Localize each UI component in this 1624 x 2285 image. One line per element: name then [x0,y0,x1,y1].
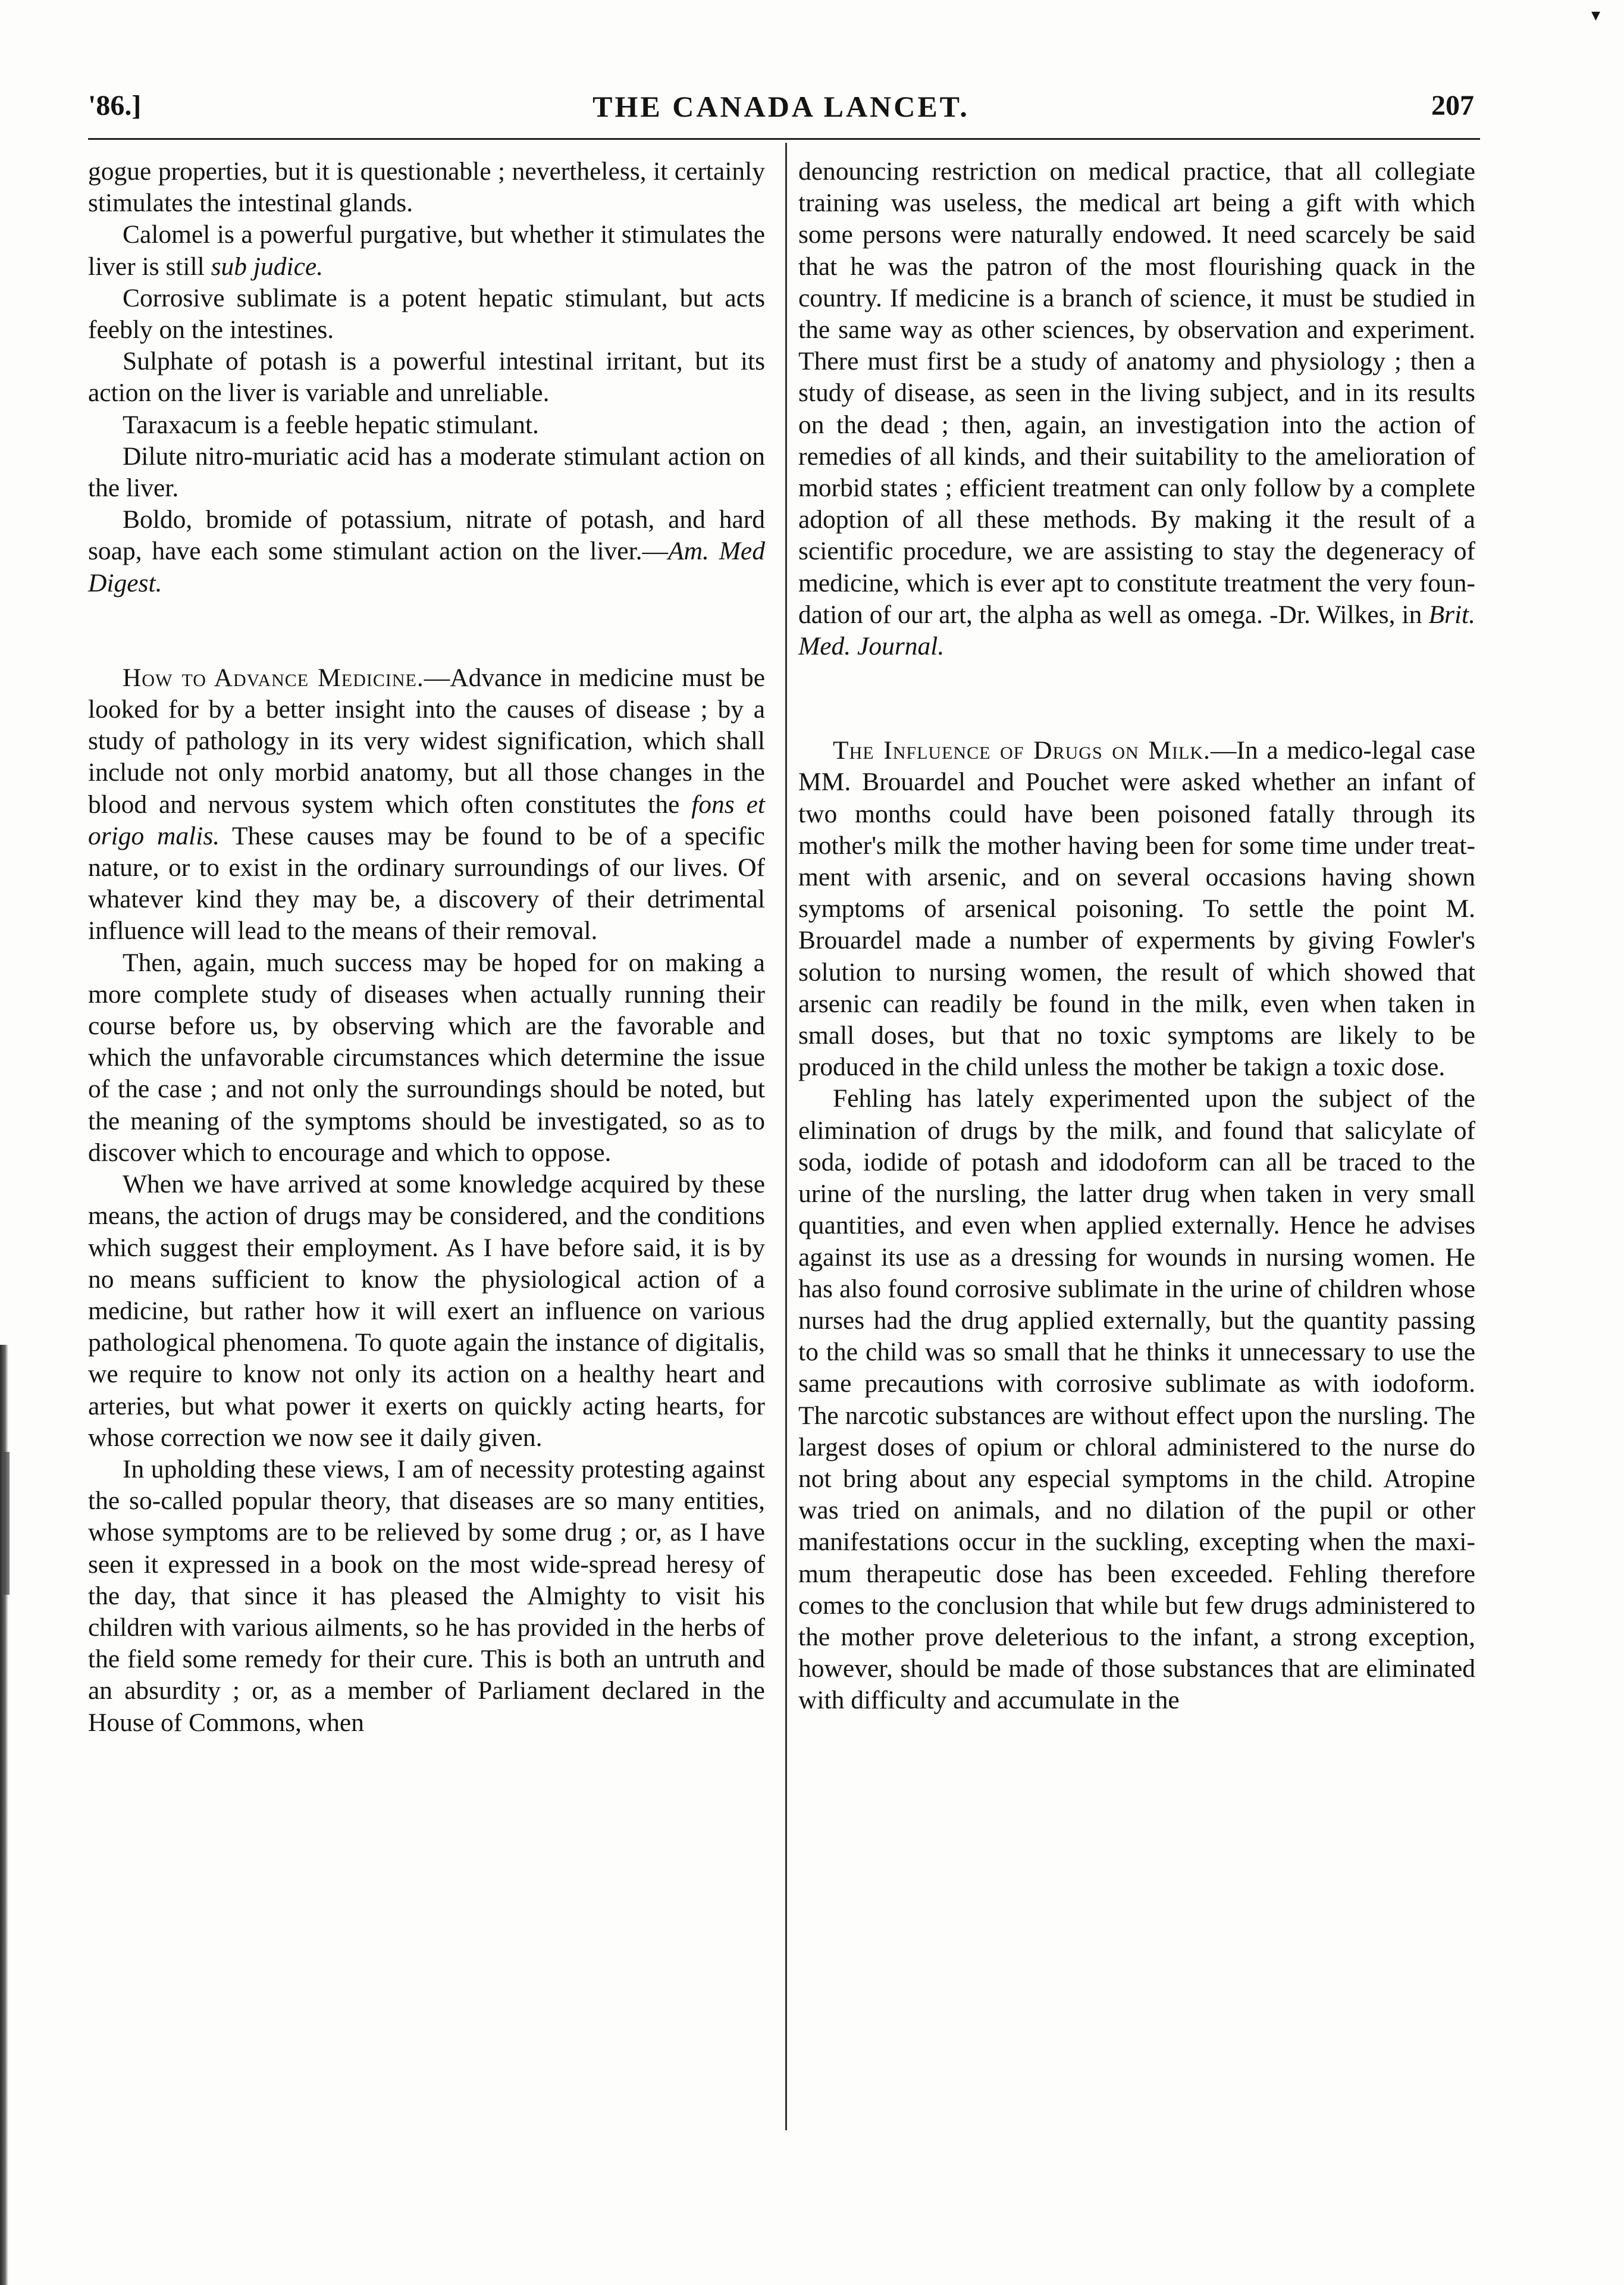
article-text: —Advance in medicine must be looked for by a better insight into the causes of disease ; by a study of pathology in its very widest signification, which shall include not only morbid anatomy, but all those changes in the blood and nervous system which often constitutes the [88,663,765,819]
boldo-text: Boldo, bromide of potassium, nitrate of potash, and hard soap, have each some stimulant action on the liver.— [88,505,765,566]
article-advance-medicine-p2: Then, again, much success may be hoped for on making a more complete study of diseases when actually running their course before us, by observing which are the favorable and which the unfavorable circumstances which determine the issue of the case ; and not only the surroundings should be noted, but the meaning of the symptoms should be investigated, so as to discover which to encourage and which to oppose. [88,948,765,1167]
left-column [88,156,765,1739]
page-number: 207 [1431,90,1474,121]
article-heading: How to Advance Medicine. [123,663,424,692]
article-text: —In a medico-legal case MM. Brouardel and Pouchet were asked whether an infant of two months could have been poisoned fatally through its mother's milk the mother having been for some time under treatment with arsenic, and on several occasions having shown symptoms of arsenical poisoning. To settle the point M. Brouardel made a number of experments by giving Fowler's solution to nursing women, the result of which showed that arsenic can readily be found in the milk, even when taken in small doses, but that no toxic symptoms are likely to be produced in the child unless the mother be takign a toxic dose. [798,736,1476,1082]
right-column [798,156,1475,1717]
paragraph-cholagogue-continuation: gogue properties, but it is questionable ; nevertheless, it certainly stimulates the intestinal glands. [88,157,765,218]
latin-phrase-italic: fons et origo malis. [88,790,765,850]
article-drugs-on-milk-p2: Fehling has lately experimented upon the subject of the elimination of drugs by the milk, and found that salicylate of soda, iodide of potash and idodoform can all be traced to the urine of the nursling, the latter drug when taken in very small quantities, and even when applied externally. Hence he advises against its use as a dressing for wounds in nursing women. He has also found corrosive sublimate in the urine of children whose nurses had the drug applied externally, but the quantity passing to the child was so small that he thinks it unnecessary to use the same precautions with corrosive sublimate as with iodoform. The narcotic substances are without effect upon the nursling. The largest doses of opium or chloral administered to the nurse do not bring about any especial symptoms in the child. Atropine was tried on animals, and no dilation of the pupil or other manifestations occur in the suckling, excepting when the maximum therapeutic dose has been exceeded. Fehling therefore comes to the conclusion that while but few drugs administered to the mother prove deleterious to the infant, a strong exception, however, should be made of those substances that are eliminated with difficulty and accumulate in the [798,1084,1475,1715]
sub-judice-italic: sub judice. [211,252,324,281]
journal-title: THE CANADA LANCET. [592,90,970,123]
paragraph-taraxacum: Taraxacum is a feeble hepatic stimulant. [123,410,539,439]
gutter-ink-mark [4,1452,10,1595]
header-year: '86.] [88,90,142,121]
header-rule [88,138,1480,140]
article-advance-medicine-p1 [88,662,765,947]
paragraph-boldo [88,504,765,599]
corner-ornament-icon: ▾ [1591,5,1600,25]
paragraph-sulphate-of-potash: Sulphate of potash is a powerful intestinal irritant, but its action on the liver is variable and unreliable. [88,347,765,408]
paragraph-wilkes-continuation [798,156,1475,662]
article-text-cont: These causes may be found to be of a specific nature, or to exist in the ordinary surroundings of our lives. Of whatever kind they may be, a discovery of their detrimental influence will lead to the means of their removal. [88,821,765,946]
running-header [88,89,1474,137]
calomel-text: Calomel is a powerful purgative, but whether it stimulates the liver is still [88,220,765,281]
paragraph-nitro-muriatic: Dilute nitro-muriatic acid has a moderate stimulant action on the liver. [88,442,765,503]
paragraph-corrosive-sublimate: Corrosive sublimate is a potent hepatic stimulant, but acts feebly on the intestines. [88,283,765,345]
wilkes-text: denouncing restriction on medical practice, that all collegiate training was useless, the medical art being a gift with which some persons were naturally endowed. It need scarcely be said that he was the patron of the most flourishing quack in the country. If medicine is a branch of science, it must be studied in the same way as other sciences, by observation and experiment. There must first be a study of anatomy and physiology ; then a study of disease, as seen in the living subject, and in its results on the dead ; then, again, an investigation into the action of remedies of all kinds, and their suitability to the amelioration of morbid states ; efficient treatment can only follow by a complete adoption of all these methods. By making it the result of a scientific procedure, we are assisting to stay the degeneracy of medicine, which is ever apt to constitute treatment the very foundation of our art, the alpha as well as omega. -Dr. Wilkes, in [798,157,1475,629]
paragraph-calomel [88,219,765,282]
article-advance-medicine-p4: In upholding these views, I am of necessity protesting against the so-called popular theory, that diseases are so many entities, whose symptoms are to be relieved by some drug ; or, as I have seen it expressed in a book on the most wide-spread heresy of the day, that since it has pleased the Almighty to visit his children with various ailments, so he has provided in the herbs of the field some remedy for their cure. This is both an untruth and an absurdity ; or, as a member of Parliament declared in the House of Commons, when [88,1454,765,1737]
article-advance-medicine-p3: When we have arrived at some knowledge acquired by these means, the action of drugs may be considered, and the conditions which suggest their employment. As I have before said, it is by no means sufficient to know the physiological action of a medicine, but rather how it will exert an influence on various pathological phenomena. To quote again the instance of digitalis, we require to know not only its action on a healthy heart and arteries, but what power it exerts on quickly acting hearts, for whose correction we now see it daily given. [88,1170,765,1452]
article-drugs-on-milk-p1 [798,735,1475,1083]
source-citation: Brit. Med. Journal. [798,600,1475,661]
source-citation: Am. Med Digest. [88,537,765,597]
column-divider [785,143,787,2130]
article-heading: The Influence of Drugs on Milk. [833,736,1211,765]
